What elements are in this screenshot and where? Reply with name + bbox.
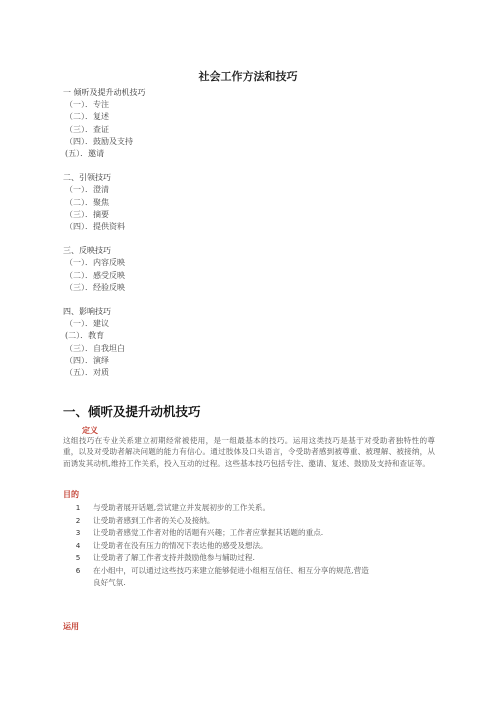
list-item-text: 让受助者感到工作者的关心及接纳。 (93, 515, 215, 525)
list-item-text: 让受助者感觉工作者对他的话题有兴趣；工作者应掌握其话题的重点. (93, 528, 324, 538)
section-heading: 一、倾听及提升动机技巧 (63, 404, 201, 419)
toc-heading: 二、引领技巧 (63, 173, 111, 183)
toc-item: （三）．查证 (65, 124, 109, 134)
toc-group-2 (63, 172, 443, 233)
purpose-label: 目的 (63, 490, 79, 499)
list-item-text: 让受助者在没有压力的情况下表达他的感受及想法。 (93, 540, 268, 550)
definition-paragraph: 这组技巧在专业关系建立初期经常被使用，是一组最基本的技巧。运用这类技巧是基于对受助者独特性的尊重，以及对受助者解决问题的能力有信心。通过肢体及口头语言，令受助者感到被尊重、被理解、被接纳，从而诱发其动机,维持工作关系，投入互动的过程。这些基本技巧包括专注、邀请、复述、鼓励及支持和查证等。 (63, 436, 435, 468)
toc-item: （一）．专注 (65, 100, 109, 110)
table-of-contents (63, 87, 443, 391)
toc-item: （二）．复述 (65, 112, 109, 122)
document-title: 社会工作方法和技巧 (198, 70, 298, 83)
toc-item: （一）．澄清 (65, 185, 109, 195)
toc-item: （二）．聚焦 (65, 197, 109, 207)
toc-item: （三）．摘要 (65, 209, 109, 219)
list-item-number: 3 (75, 528, 81, 538)
toc-heading: 一 倾听及提升动机技巧 (63, 88, 146, 97)
list-item (63, 527, 435, 540)
list-item-number: 4 (75, 540, 81, 550)
toc-item: （二）．感受反映 (65, 270, 125, 280)
list-item (63, 502, 435, 515)
toc-item: (二）．教育 (65, 331, 105, 341)
list-item-number: 5 (75, 553, 81, 563)
toc-item: (五）．邀请 (65, 149, 105, 159)
list-item-continuation: 良好气氛. (93, 577, 126, 587)
list-item-text: 与受助者展开话题,尝试建立并发展初步的工作关系。 (93, 503, 271, 512)
list-item-number: 6 (75, 565, 81, 575)
list-item-number: 1 (75, 503, 81, 512)
toc-group-1 (63, 87, 443, 160)
list-item (63, 540, 435, 553)
toc-group-3 (63, 245, 443, 294)
toc-item: （四）．提供资料 (65, 222, 125, 232)
toc-item: （四）．鼓励及支持 (65, 136, 133, 146)
usage-label: 运用 (63, 622, 79, 631)
list-item (63, 515, 435, 528)
list-item-number: 2 (75, 515, 81, 525)
toc-group-4 (63, 306, 443, 379)
definition-label: 定义 (82, 426, 98, 435)
toc-item: （五）．对质 (65, 368, 109, 378)
list-item-text: 让受助者了解工作者支持并鼓励他参与辅助过程. (93, 553, 255, 563)
list-item (63, 565, 435, 578)
list-item-text: 在小组中，可以通过这些技巧来建立能够促进小组相互信任、相互分享的规范,营造 (93, 565, 369, 575)
toc-item: （三）．经验反映 (65, 282, 125, 292)
toc-item: （一）．建议 (65, 319, 109, 329)
toc-item: （四）．演绎 (65, 355, 109, 365)
toc-heading: 三、反映技巧 (63, 246, 111, 256)
toc-heading: 四、影响技巧 (63, 307, 111, 317)
list-item (63, 552, 435, 565)
toc-item: （一）．内容反映 (65, 258, 125, 268)
purpose-list (63, 502, 435, 588)
toc-item: （三）．自我坦白 (65, 343, 125, 353)
